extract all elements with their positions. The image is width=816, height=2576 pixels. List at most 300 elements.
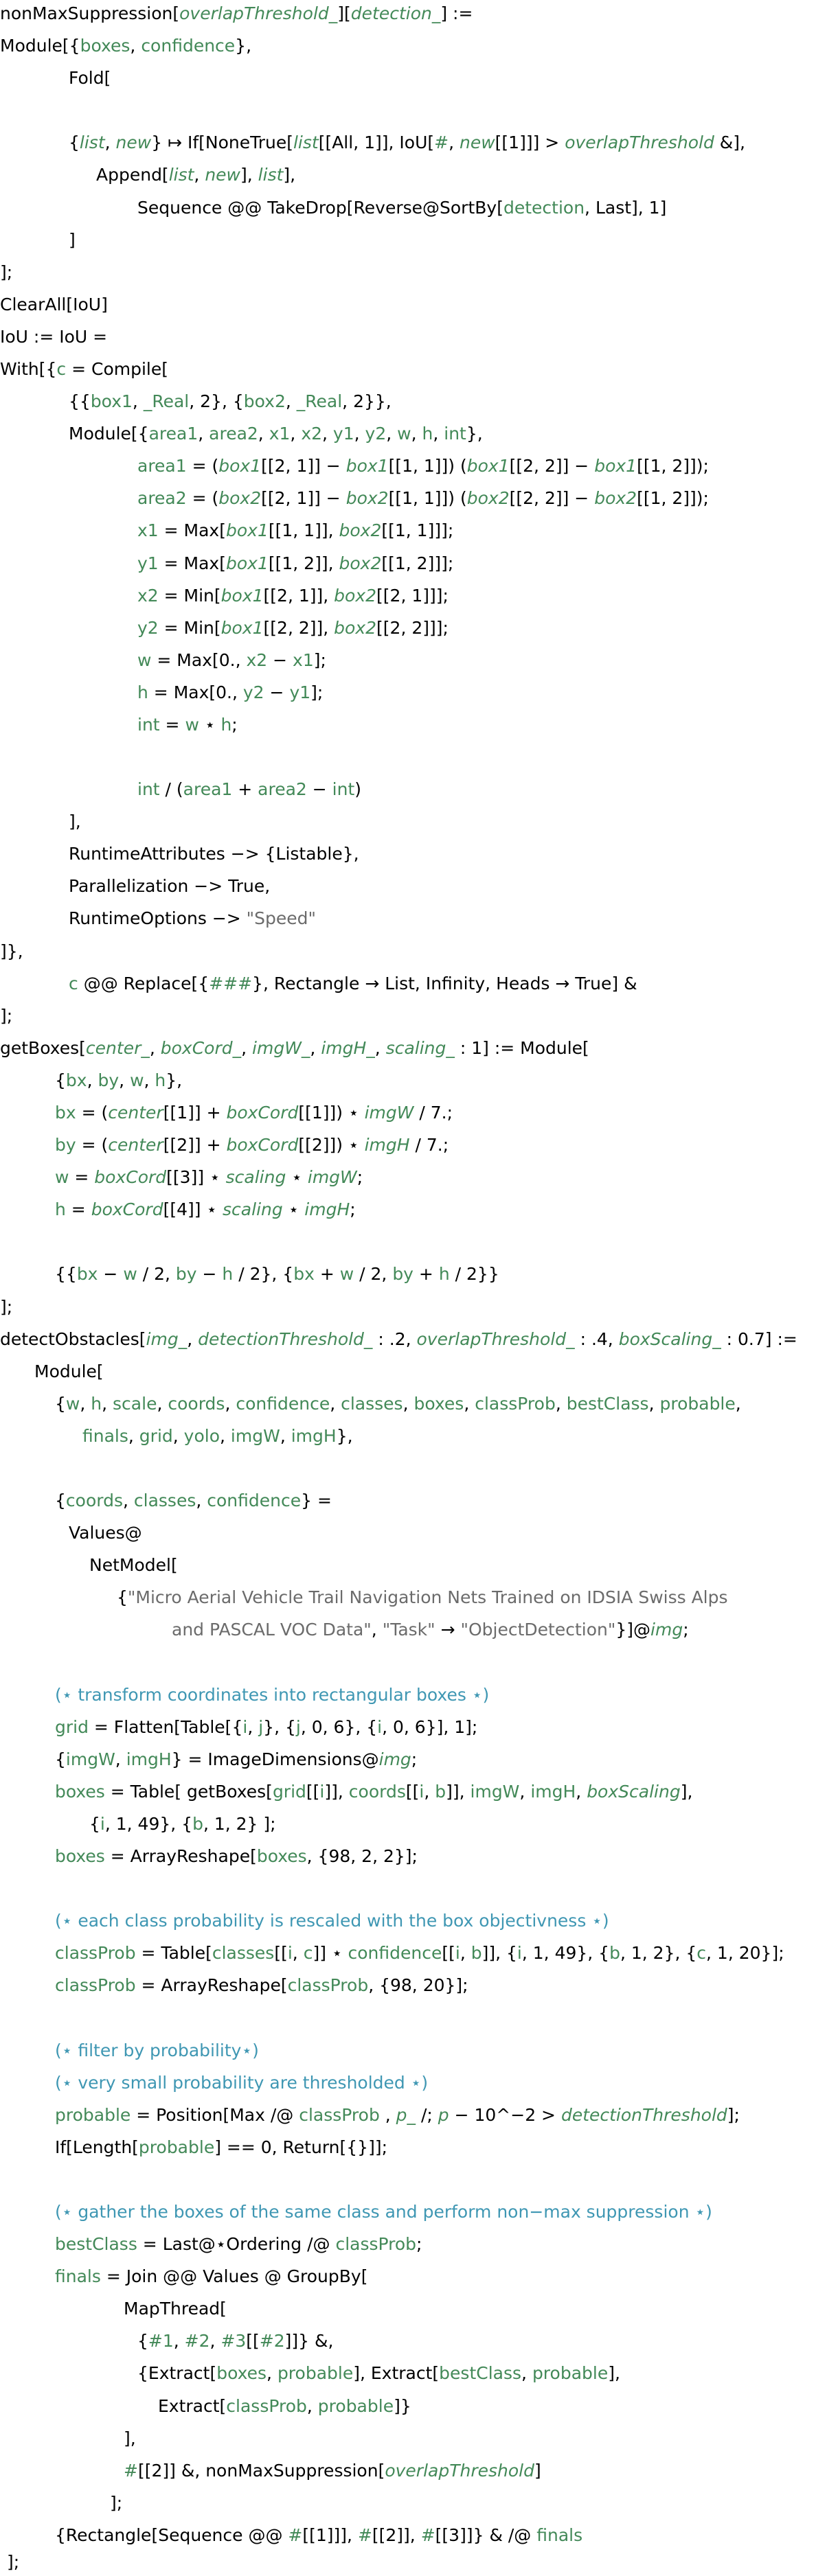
code-token: [[1]]) ⋆: [298, 1103, 365, 1123]
code-token: ###: [209, 974, 253, 993]
code-token: −: [196, 1264, 223, 1284]
code-token: #3: [220, 2331, 247, 2351]
code-token: ]],: [446, 1782, 471, 1802]
code-token: grid: [139, 1426, 173, 1446]
code-token: list: [79, 133, 105, 152]
code-token: box2: [339, 553, 382, 573]
code-token: [[4]] ⋆: [163, 1199, 223, 1219]
code-token: [[1, 1]],: [268, 520, 339, 540]
code-token: ,: [198, 424, 209, 444]
code-token: ,: [464, 1394, 475, 1414]
code-line: [55, 1487, 332, 1515]
code-token: ;: [350, 1199, 356, 1219]
code-token: {: [55, 1749, 66, 1769]
code-line: [137, 517, 453, 544]
code-token: ): [354, 779, 362, 799]
code-token: detectionThreshold_: [198, 1329, 373, 1349]
code-token: [[2, 2]],: [263, 618, 335, 638]
code-token: = Max[: [158, 520, 226, 540]
code-token: classProb: [226, 2396, 307, 2416]
code-token: boxes: [80, 36, 131, 56]
code-token: coords: [65, 1491, 123, 1510]
code-token: (⋆ filter by probability⋆): [55, 2040, 259, 2060]
code-token: detection: [503, 198, 585, 218]
code-token: box2: [594, 488, 637, 508]
code-token: ;: [683, 1620, 689, 1640]
code-token: p_: [396, 2105, 416, 2125]
code-token: list: [258, 165, 284, 185]
code-token: classProb: [55, 1943, 136, 1963]
code-token: +: [314, 1264, 340, 1284]
code-token: ,: [220, 1426, 231, 1446]
code-token: imgW: [307, 1167, 357, 1187]
code-token: h: [137, 682, 148, 702]
code-token: = (: [186, 456, 219, 476]
code-token: } =: [301, 1491, 332, 1510]
code-token: #: [288, 2525, 303, 2545]
code-token: w: [185, 715, 199, 735]
code-token: [[2]] &, nonMaxSuppression[: [137, 2461, 385, 2481]
code-token: = Min[: [158, 618, 221, 638]
code-token: int: [332, 779, 355, 799]
code-token: ,: [555, 1394, 567, 1414]
code-token: , {98, 20}];: [368, 1975, 468, 1995]
code-line: [137, 711, 238, 739]
code-line: [34, 1358, 104, 1385]
code-token: ,: [144, 1070, 155, 1090]
code-token: h: [55, 1199, 66, 1219]
code-token: }, Rectangle → List, Infinity, Heads → True] &: [252, 974, 637, 993]
code-token: b: [609, 1943, 620, 1963]
code-token: [[: [306, 1782, 320, 1802]
code-token: ,: [519, 1782, 531, 1802]
code-token: &],: [714, 133, 745, 152]
code-token: },: [336, 1426, 353, 1446]
code-line: [137, 614, 449, 642]
code-token: box1: [220, 618, 264, 638]
code-token: ];: [0, 1006, 13, 1026]
code-token: [[2, 1]],: [263, 586, 335, 606]
code-line: [89, 1810, 276, 1838]
code-line: [0, 1002, 12, 1030]
code-line: [55, 1843, 418, 1870]
code-token: [[: [442, 1943, 455, 1963]
code-token: {: [89, 1814, 100, 1834]
code-token: boxCord: [94, 1167, 167, 1187]
code-token: ]],: [324, 1782, 349, 1802]
code-token: getBoxes[: [0, 1038, 86, 1058]
code-token: ,: [460, 1943, 471, 1963]
code-token: / 2,: [137, 1264, 176, 1284]
code-token: ];: [313, 650, 326, 670]
code-token: y2: [137, 618, 159, 638]
code-token: ,: [424, 1782, 435, 1802]
code-token: [[2, 1]] −: [261, 488, 346, 508]
code-token: list: [168, 165, 194, 185]
code-token: nonMaxSuppression[: [0, 3, 180, 23]
code-line: [137, 452, 709, 480]
code-token: boxCord: [91, 1199, 163, 1219]
code-token: },: [235, 36, 252, 56]
code-token: [[2]] +: [163, 1135, 227, 1155]
code-token: c: [56, 359, 67, 379]
code-token: = Table[: [135, 1943, 212, 1963]
code-line: [69, 840, 359, 868]
code-token: ,: [330, 1394, 341, 1414]
code-token: box1: [594, 456, 637, 476]
code-token: [[2, 2]] −: [509, 488, 595, 508]
code-token: ,: [354, 424, 365, 444]
code-token: box1: [90, 391, 133, 411]
code-token: by: [98, 1070, 120, 1090]
code-token: (⋆ each class probability is rescaled with the box objectivness ⋆): [55, 1911, 609, 1931]
code-token: [[1, 1]]];: [381, 520, 454, 540]
code-token: Sequence @@ TakeDrop[Reverse@SortBy[: [137, 198, 503, 218]
code-token: imgW_: [252, 1038, 310, 1058]
code-token: ,: [130, 36, 141, 56]
code-token: , 1, 49}, {: [521, 1943, 610, 1963]
code-token: probable: [532, 2363, 609, 2383]
code-line: [69, 227, 76, 254]
code-token: grid: [55, 1717, 89, 1737]
code-token: #2: [259, 2331, 285, 2351]
code-token: coords: [168, 1394, 225, 1414]
code-line: [55, 1164, 363, 1191]
code-line: [69, 905, 316, 932]
code-token: h: [220, 715, 232, 735]
code-line: [0, 356, 168, 383]
code-token: , 1, 2}, {: [620, 1943, 697, 1963]
code-token: probable: [55, 2105, 131, 2125]
code-line: [55, 2198, 712, 2226]
code-line: [55, 2522, 582, 2549]
code-line: [55, 1681, 489, 1709]
code-token: new: [205, 165, 241, 185]
code-token: boxCord_: [160, 1038, 242, 1058]
code-token: overlapThreshold: [565, 133, 714, 152]
code-token: ,: [433, 424, 444, 444]
code-token: ]: [69, 230, 76, 250]
code-token: bestClass: [439, 2363, 522, 2383]
code-token: ;: [411, 1749, 418, 1769]
code-token: @@ Replace[{: [78, 974, 209, 993]
code-token: , 2}},: [342, 391, 392, 411]
code-line: [89, 1552, 178, 1579]
code-line: [82, 1423, 353, 1450]
code-token: int: [444, 424, 466, 444]
code-line: [137, 485, 709, 512]
code-token: boxScaling_: [618, 1329, 721, 1349]
code-token: ] :=: [440, 3, 473, 23]
code-token: ,: [194, 165, 205, 185]
code-token: classes: [341, 1394, 403, 1414]
code-token: imgH: [304, 1199, 350, 1219]
code-token: box1: [225, 553, 269, 573]
code-token: boxes: [55, 1782, 105, 1802]
code-token: = (: [76, 1103, 109, 1123]
code-token: confidence: [348, 1943, 442, 1963]
code-token: ,: [449, 133, 460, 152]
code-token: [[1, 2]],: [268, 553, 339, 573]
code-token: {Extract[: [137, 2363, 217, 2383]
code-token: w: [123, 1264, 137, 1284]
code-line: [55, 1907, 609, 1935]
code-token: ,: [241, 1038, 253, 1058]
code-token: box2: [218, 488, 262, 508]
code-token: by: [55, 1135, 76, 1155]
code-token: boxes: [256, 1846, 307, 1866]
code-token: bx: [76, 1264, 98, 1284]
code-token: ,: [371, 1620, 383, 1640]
code-token: y1: [332, 424, 354, 444]
code-token: detectionThreshold: [560, 2105, 727, 2125]
code-token: imgH: [291, 1426, 337, 1446]
code-line: [117, 1584, 728, 1611]
code-token: {: [55, 1394, 66, 1414]
code-line: [0, 323, 107, 351]
code-token: i: [287, 1943, 293, 1963]
code-token: #2: [184, 2331, 210, 2351]
code-token: / 7.;: [413, 1103, 453, 1123]
code-token: = Join @@ Values @ GroupBy[: [100, 2266, 368, 2286]
code-line: [0, 1293, 12, 1321]
code-token: : 0.7] :=: [721, 1329, 797, 1349]
code-token: scaling: [225, 1167, 286, 1187]
code-token: coords: [348, 1782, 406, 1802]
code-token: ,: [102, 1394, 113, 1414]
code-token: img: [378, 1749, 411, 1769]
code-token: Extract[: [158, 2396, 227, 2416]
code-token: i: [419, 1782, 424, 1802]
code-token: MapThread[: [124, 2299, 227, 2319]
code-token: box2: [334, 586, 377, 606]
code-token: / 2}}: [449, 1264, 499, 1284]
code-line: [0, 938, 23, 965]
code-token: , 1, 20}];: [706, 1943, 784, 1963]
code-token: classes: [212, 1943, 275, 1963]
code-token: bestClass: [55, 2234, 137, 2254]
code-token: [[1, 2]]];: [381, 553, 454, 573]
code-token: , 1, 2} ];: [203, 1814, 276, 1834]
code-token: finals: [55, 2266, 101, 2286]
code-token: y1: [137, 553, 159, 573]
code-token: ,: [374, 1038, 386, 1058]
code-token: #: [124, 2461, 138, 2481]
code-token: [[1, 2]]);: [637, 488, 709, 508]
code-token: Module[: [34, 1361, 104, 1381]
code-token: box2: [345, 488, 389, 508]
code-token: [[1]]],: [302, 2525, 358, 2545]
code-token: h: [222, 1264, 234, 1284]
code-token: boxes: [216, 2363, 267, 2383]
code-line: [55, 2037, 259, 2065]
code-token: ,: [149, 1038, 161, 1058]
code-token: "Task": [382, 1620, 435, 1640]
code-token: new: [459, 133, 495, 152]
code-token: , 1, 49}, {: [104, 1814, 193, 1834]
code-token: x1: [137, 520, 159, 540]
code-token: RuntimeOptions −>: [69, 908, 247, 928]
code-token: ,: [267, 2363, 277, 2383]
code-token: _Real: [296, 391, 343, 411]
code-line: [124, 2295, 227, 2323]
code-token: (⋆ gather the boxes of the same class and perform non−max suppression ⋆): [55, 2202, 712, 2222]
code-token: , 0, 6}, {: [300, 1717, 378, 1737]
code-token: / 2,: [354, 1264, 393, 1284]
code-token: ,: [157, 1394, 168, 1414]
code-token: = (: [76, 1135, 109, 1155]
code-token: ,: [411, 424, 422, 444]
code-line: [0, 1326, 797, 1353]
code-token: ]] ⋆: [313, 1943, 348, 1963]
code-token: ]},: [0, 941, 23, 961]
code-token: i: [455, 1943, 460, 1963]
code-token: [[3]] ⋆: [166, 1167, 226, 1187]
code-token: [[2, 2]]];: [376, 618, 449, 638]
code-token: b: [471, 1943, 482, 1963]
code-token: x1: [293, 650, 314, 670]
code-token: scaling: [223, 1199, 283, 1219]
code-token: IoU := IoU =: [0, 327, 108, 347]
code-token: ,: [322, 424, 333, 444]
code-token: Parallelization −> True,: [69, 876, 271, 896]
code-token: ,: [735, 1394, 741, 1414]
code-token: ]}: [394, 2396, 411, 2416]
code-line: [55, 1746, 417, 1773]
code-token: ],: [240, 165, 258, 185]
code-token: ,: [290, 424, 302, 444]
code-token: ,: [521, 2363, 532, 2383]
code-token: ],: [608, 2363, 620, 2383]
code-token: [[: [405, 1782, 420, 1802]
code-token: } = ImageDimensions@: [171, 1749, 379, 1769]
code-token: area2: [258, 779, 307, 799]
code-token: ,: [310, 1038, 321, 1058]
code-token: box1: [466, 456, 510, 476]
code-token: bx: [55, 1103, 76, 1123]
code-token: ][: [337, 3, 351, 23]
code-token: bestClass: [566, 1394, 649, 1414]
code-line: [55, 1972, 468, 1999]
code-token: probable: [317, 2396, 394, 2416]
code-token: center: [108, 1135, 163, 1155]
code-line: [69, 873, 270, 900]
code-token: /;: [416, 2105, 438, 2125]
code-line: [69, 808, 81, 836]
code-token: i: [100, 1814, 105, 1834]
code-token: / (: [159, 779, 183, 799]
code-token: [[1]] +: [163, 1103, 227, 1123]
code-token: = Table[ getBoxes[: [104, 1782, 273, 1802]
code-line: [55, 1714, 477, 1741]
code-token: classProb: [287, 1975, 369, 1995]
code-token: ,: [403, 1394, 414, 1414]
code-token: boxes: [55, 1846, 105, 1866]
code-token: area1: [183, 779, 233, 799]
code-token: [[1, 1]]) (: [388, 488, 467, 508]
code-line: [0, 0, 473, 27]
code-line: [69, 388, 392, 415]
code-token: {: [55, 1070, 66, 1090]
code-token: y2: [365, 424, 387, 444]
code-token: bx: [65, 1070, 87, 1090]
code-line: [137, 2360, 620, 2387]
code-token: i: [319, 1782, 325, 1802]
code-token: = (: [186, 488, 219, 508]
code-token: #: [420, 2525, 435, 2545]
code-token: },: [466, 424, 483, 444]
code-line: [55, 1196, 356, 1223]
code-line: [55, 2263, 367, 2290]
code-token: confidence: [141, 36, 236, 56]
code-token: y2: [242, 682, 264, 702]
code-token: Values@: [69, 1523, 142, 1543]
code-token: Fold[: [69, 68, 111, 88]
code-token: ,: [128, 1426, 139, 1446]
code-token: box1: [218, 456, 262, 476]
code-token: and PASCAL VOC Data": [172, 1620, 372, 1640]
code-token: , {98, 2, 2}];: [306, 1846, 418, 1866]
code-token: by: [392, 1264, 413, 1284]
code-token: ,: [122, 1491, 134, 1510]
code-line: [55, 1390, 741, 1418]
code-token: }, {: [263, 1717, 296, 1737]
code-token: [[3]]} & /@: [435, 2525, 537, 2545]
code-token: [[: [246, 2331, 260, 2351]
code-token: _Real: [143, 391, 190, 411]
code-token: = Compile[: [66, 359, 169, 379]
code-token: : .2,: [372, 1329, 417, 1349]
code-token: finals: [536, 2525, 583, 2545]
code-token: boxCord: [226, 1103, 299, 1123]
code-token: ⋆: [282, 1199, 305, 1219]
code-token: }]@: [615, 1620, 651, 1640]
code-token: ,: [119, 1070, 131, 1090]
code-token: list: [293, 133, 319, 152]
code-token: [[: [274, 1943, 288, 1963]
code-token: / 7.;: [409, 1135, 449, 1155]
code-token: {: [137, 2331, 148, 2351]
code-token: int: [137, 779, 160, 799]
code-token: center: [108, 1103, 163, 1123]
code-token: = Flatten[Table[{: [88, 1717, 243, 1737]
code-token: box2: [334, 618, 377, 638]
code-token: = Last@⋆Ordering /@: [137, 2234, 336, 2254]
code-token: RuntimeAttributes −> {Listable},: [69, 844, 359, 864]
code-token: , Last], 1]: [585, 198, 667, 218]
code-token: area1: [137, 456, 187, 476]
code-token: boxScaling: [587, 1782, 681, 1802]
code-token: overlapThreshold_: [416, 1329, 575, 1349]
code-token: = Max[0.,: [148, 682, 243, 702]
code-line: [55, 1099, 453, 1127]
code-token: [[1, 1]]) (: [388, 456, 467, 476]
code-token: img_: [146, 1329, 188, 1349]
code-token: #: [357, 2525, 372, 2545]
code-token: ClearAll[IoU]: [0, 295, 108, 314]
code-token: : 1] := Module[: [454, 1038, 589, 1058]
code-token: w: [137, 650, 152, 670]
code-token: ]: [534, 2461, 541, 2481]
code-line: [137, 550, 453, 577]
code-token: imgW: [364, 1103, 414, 1123]
code-token: ,: [247, 1717, 259, 1737]
code-token: probable: [659, 1394, 736, 1414]
code-token: area1: [148, 424, 199, 444]
code-token: [[2]]) ⋆: [298, 1135, 365, 1155]
code-token: int: [137, 715, 160, 735]
code-token: overlapThreshold_: [179, 3, 338, 23]
